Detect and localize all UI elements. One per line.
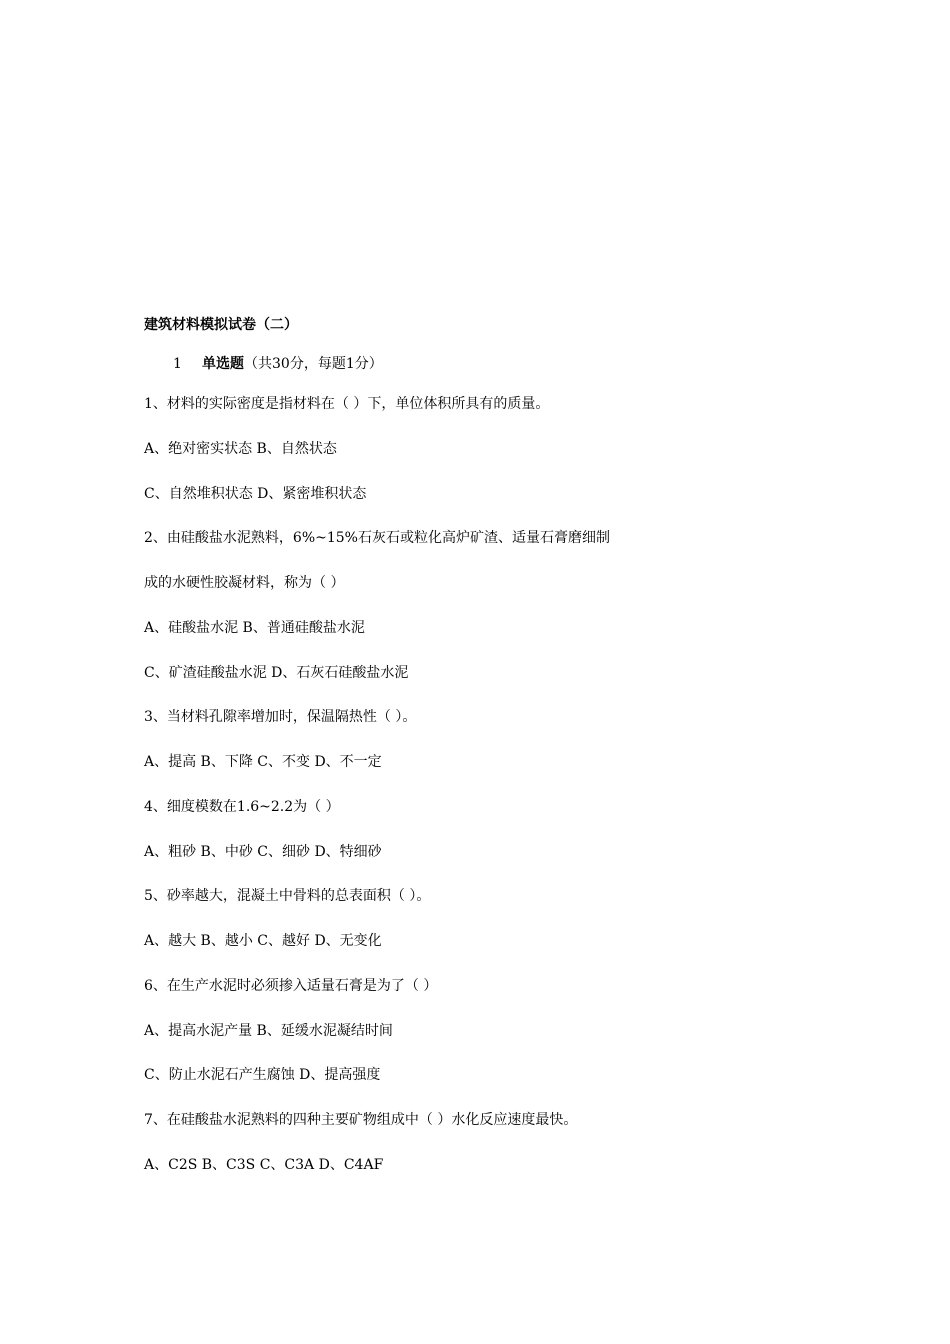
- question-7-options: A、C2S B、C3S C、C3A D、C4AF: [144, 1157, 384, 1173]
- question-1: 1、材料的实际密度是指材料在（ ）下，单位体积所具有的质量。: [144, 396, 550, 412]
- question-6-options-cd: C、防止水泥石产生腐蚀 D、提高强度: [144, 1067, 381, 1083]
- question-3: 3、当材料孔隙率增加时，保温隔热性（ ）。: [144, 709, 417, 725]
- document-title: 建筑材料模拟试卷（二）: [144, 317, 298, 333]
- question-4: 4、细度模数在1.6~2.2为（ ）: [144, 799, 340, 815]
- question-5-options: A、越大 B、越小 C、越好 D、无变化: [144, 933, 382, 949]
- section-note: （共30分，每题1分）: [244, 356, 383, 372]
- question-2-continued: 成的水硬性胶凝材料，称为（ ）: [144, 575, 345, 591]
- question-6-options-ab: A、提高水泥产量 B、延缓水泥凝结时间: [144, 1023, 393, 1039]
- question-7: 7、在硅酸盐水泥熟料的四种主要矿物组成中（ ）水化反应速度最快。: [144, 1112, 578, 1128]
- question-3-options: A、提高 B、下降 C、不变 D、不一定: [144, 754, 382, 770]
- section-label: 单选题: [202, 356, 244, 372]
- section-heading: [173, 354, 383, 374]
- question-1-options-ab: A、绝对密实状态 B、自然状态: [144, 441, 337, 457]
- question-6: 6、在生产水泥时必须掺入适量石膏是为了（ ）: [144, 978, 438, 994]
- section-number: 1: [173, 356, 182, 372]
- question-5: 5、砂率越大，混凝土中骨料的总表面积（ ）。: [144, 888, 431, 904]
- question-1-options-cd: C、自然堆积状态 D、紧密堆积状态: [144, 486, 367, 502]
- question-4-options: A、粗砂 B、中砂 C、细砂 D、特细砂: [144, 844, 382, 860]
- question-2: 2、由硅酸盐水泥熟料，6%~15%石灰石或粒化高炉矿渣、适量石膏磨细制: [144, 530, 610, 546]
- question-2-options-ab: A、硅酸盐水泥 B、普通硅酸盐水泥: [144, 620, 365, 636]
- question-2-options-cd: C、矿渣硅酸盐水泥 D、石灰石硅酸盐水泥: [144, 665, 409, 681]
